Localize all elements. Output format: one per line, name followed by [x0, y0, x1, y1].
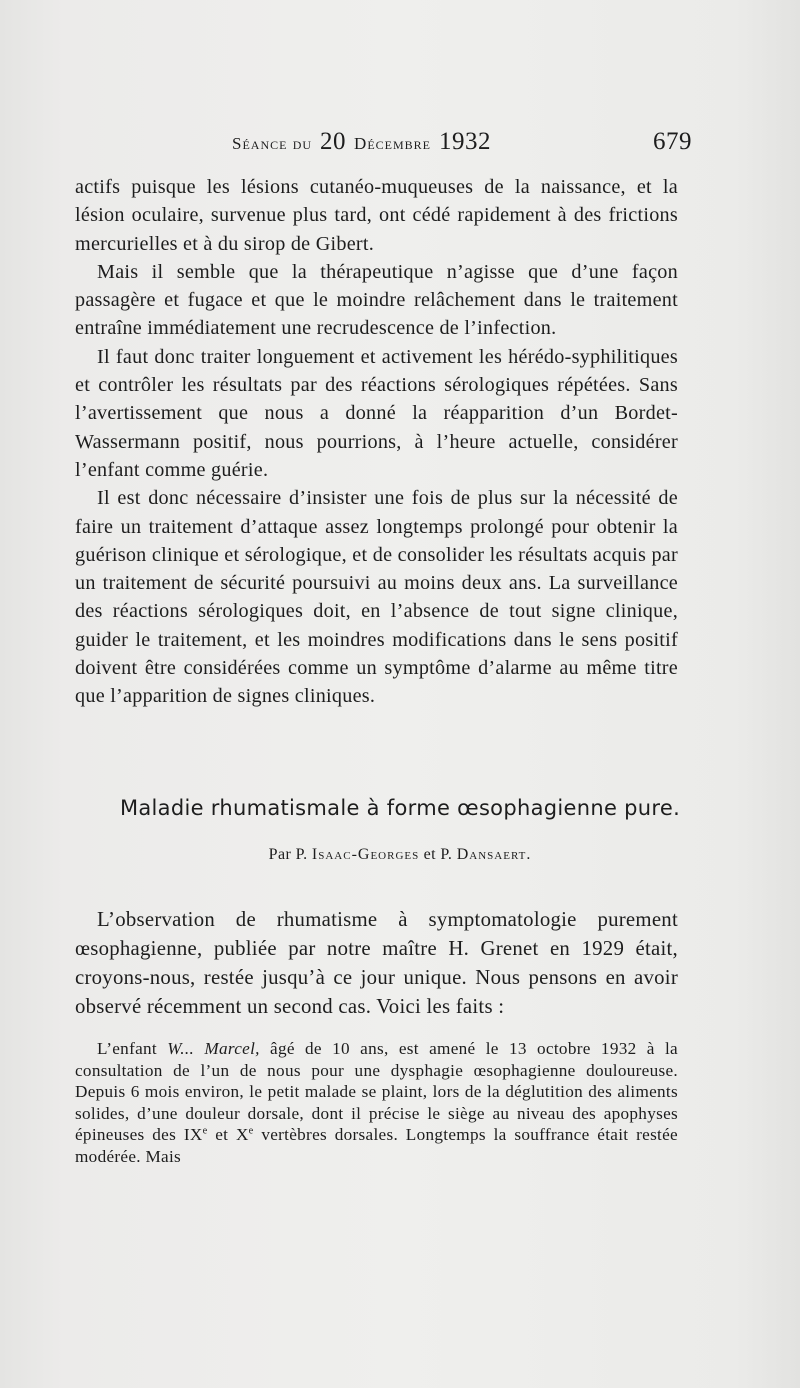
- case-intro: L’enfant: [97, 1039, 157, 1058]
- case-text: et X: [215, 1125, 249, 1144]
- case-report: [75, 1038, 678, 1167]
- paragraph: Il faut donc traiter longuement et activement les hérédo-syphilitiques et contrôler les résultats par des réactions sérologiques répétées. Sans l’avertissement que nous a donné la réapparition d’un Bordet-Wassermann positif, nous pourrions, à l’heure actuelle, considérer l’enfant comme guérie.: [75, 345, 678, 481]
- article-title: Maladie rhumatismale à forme œsophagienne pure.: [119, 796, 681, 820]
- page-number: 679: [653, 128, 692, 155]
- paragraph-continuation: actifs puisque les lésions cutanéo-muqueuses de la naissance, et la lésion oculaire, survenue plus tard, ont cédé rapidement à des frictions mercurielles et à du sirop de Gibert.: [75, 176, 678, 255]
- header-day: 20: [320, 128, 347, 155]
- paragraph: Il est donc nécessaire d’insister une fois de plus sur la nécessité de faire un traitement d’attaque assez longtemps prolongé pour obtenir la guérison clinique et sérologique, et de consolider les résultats acquis par un traitement de sécurité poursuivi au moins deux ans. La surveillance des réactions sérologiques doit, en l’absence de tout signe clinique, guider le traitement, et les moindres modifications dans le sens positif doivent être considérées comme un symptôme d’alarme au même titre que l’apparition de signes cliniques.: [75, 487, 678, 708]
- header-seance-label: Séance du: [232, 134, 313, 153]
- header-year: 1932: [439, 128, 491, 155]
- byline-prefix: Par P.: [268, 846, 308, 863]
- patient-name: W... Marcel,: [167, 1039, 260, 1058]
- superscript: e: [248, 1125, 254, 1137]
- paragraph: L’observation de rhumatisme à symptomatologie purement œsophagienne, publiée par notre maître H. Grenet en 1929 était, croyons-nous, restée jusqu’à ce jour unique. Nous pensons en avoir observé récemment un second cas. Voici les faits :: [75, 908, 678, 1018]
- case-text: âgé de 10 ans, est amené le 13 octobre 1932 à la consultation de l’un de nous pour une dysphagie œsophagienne douloureuse. Depuis 6 mois environ, le petit malade se plaint, lors de la déglutition des aliments solides, d’une douleur dorsale, dont il précise le siège au niveau des apophyses épineuses des IX: [75, 1039, 678, 1144]
- case-paragraph: [75, 1038, 678, 1167]
- running-header: [232, 128, 692, 162]
- article-byline: [60, 846, 740, 864]
- article-intro: [75, 905, 678, 1021]
- case-text: vertèbres dorsales. Longtemps la souffrance était restée modérée. Mais: [75, 1125, 678, 1166]
- byline-conjunction: et P.: [423, 846, 453, 863]
- superscript: e: [202, 1125, 208, 1137]
- author-name: Dansaert.: [456, 846, 532, 863]
- author-name: Isaac-Georges: [311, 846, 420, 863]
- continued-article-text: [75, 173, 678, 711]
- header-month: Décembre: [354, 134, 431, 153]
- paragraph: Mais il semble que la thérapeutique n’agisse que d’une façon passagère et fugace et que le moindre relâchement dans le traitement entraîne immédiatement une recrudescence de l’infection.: [75, 260, 678, 340]
